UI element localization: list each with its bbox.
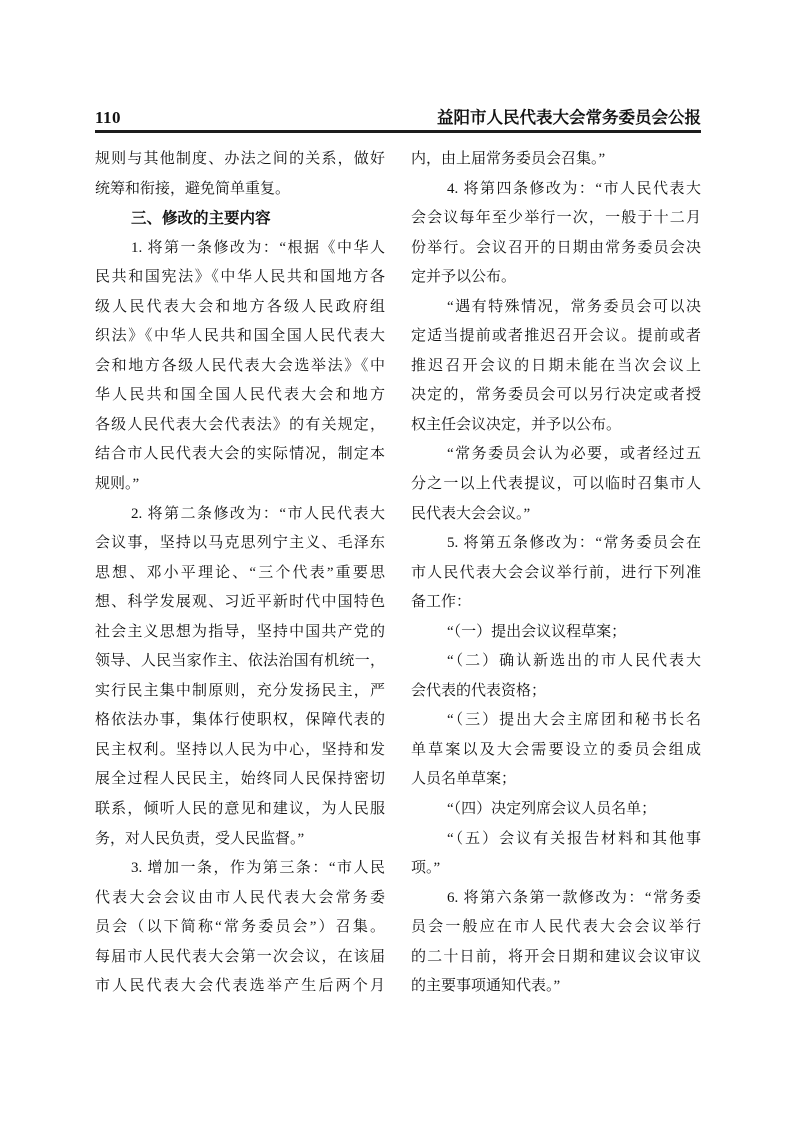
text-line: 联系，倾听人民的意见和建议，为人民服 <box>95 801 385 818</box>
text-line: 定并予以公布。 <box>411 269 517 286</box>
text-line: 会会议每年至少举行一次，一般于十二月 <box>411 210 701 227</box>
text-line: 员会一般应在市人民代表大会会议举行 <box>411 919 701 936</box>
text-line: 民共和国宪法》《中华人民共和国地方各 <box>95 269 385 286</box>
text-line: 华人民共和国全国人民代表大会和地方 <box>95 387 385 404</box>
text-line: “（一）提出会议议程草案； <box>447 623 627 640</box>
text-line: 员会（以下简称“常务委员会”）召集。 <box>95 919 385 936</box>
text-line: 2. 将第二条修改为：“市人民代表大 <box>131 505 385 522</box>
publication-title: 益阳市人民代表大会常务委员会公报 <box>437 108 701 127</box>
page-header <box>95 104 701 128</box>
text-line: “（四）决定列席会议人员名单； <box>447 801 657 818</box>
text-line: 的二十日前，将开会日期和建议会议审议 <box>411 948 701 965</box>
text-line: 实行民主集中制原则，充分发扬民主，严 <box>95 682 385 699</box>
text-line: 会和地方各级人民代表大会选举法》《中 <box>95 357 385 374</box>
text-line: 市人民代表大会代表选举产生后两个月 <box>95 978 385 995</box>
text-line: 想、科学发展观、习近平新时代中国特色 <box>95 594 385 611</box>
text-line: 市人民代表大会会议举行前，进行下列准 <box>411 564 701 581</box>
text-line: 定适当提前或者推迟召开会议。提前或者 <box>411 328 701 345</box>
text-line: 思想、邓小平理论、“三个代表”重要思 <box>95 564 385 581</box>
text-line: 4. 将第四条修改为：“市人民代表大 <box>447 180 701 197</box>
text-line: 各级人民代表大会代表法》的有关规定， <box>95 416 385 433</box>
text-line: 6. 将第六条第一款修改为：“常务委 <box>447 889 701 906</box>
text-line: 规则。” <box>95 476 140 493</box>
text-line: 分之一以上代表提议，可以临时召集市人 <box>411 476 701 493</box>
text-line: 代表大会会议由市人民代表大会常务委 <box>95 889 385 906</box>
text-line: 备工作： <box>411 594 472 611</box>
text-line: 每届市人民代表大会第一次会议，在该届 <box>95 948 385 965</box>
text-line: 展全过程人民民主，始终同人民保持密切 <box>95 771 385 788</box>
text-line: 的主要事项通知代表。” <box>411 978 561 995</box>
column-right <box>411 145 701 1002</box>
text-line: 会代表的代表资格； <box>411 682 547 699</box>
text-line: 织法》《中华人民共和国全国人民代表大 <box>95 328 385 345</box>
text-line: 社会主义思想为指导，坚持中国共产党的 <box>95 623 385 640</box>
text-line: 会议事，坚持以马克思列宁主义、毛泽东 <box>95 535 385 552</box>
text-line: 份举行。会议召开的日期由常务委员会决 <box>411 239 701 256</box>
text-line: 权主任会议决定，并予以公布。 <box>411 416 622 433</box>
text-line: “（二）确认新选出的市人民代表大 <box>447 653 701 670</box>
text-line: 格依法办事，集体行使职权，保障代表的 <box>95 712 385 729</box>
text-line: 1. 将第一条修改为：“根据《中华人 <box>131 239 385 256</box>
text-line: 规则与其他制度、办法之间的关系，做好 <box>95 151 385 167</box>
header-rule <box>95 130 701 133</box>
text-line: 3. 增加一条，作为第三条：“市人民 <box>131 860 385 877</box>
text-line: 领导、人民当家作主、依法治国有机统一， <box>95 653 385 670</box>
text-line: 民主权利。坚持以人民为中心，坚持和发 <box>95 741 385 758</box>
text-line: 决定的，常务委员会可以另行决定或者授 <box>411 387 701 404</box>
text-line: 推迟召开会议的日期未能在当次会议上 <box>411 357 701 374</box>
text-line: 5. 将第五条修改为：“常务委员会在 <box>447 535 701 552</box>
text-line: “遇有特殊情况，常务委员会可以决 <box>447 298 701 315</box>
text-line: 人员名单草案； <box>411 771 517 788</box>
text-line: 结合市人民代表大会的实际情况，制定本 <box>95 446 385 463</box>
text-line: 统筹和衔接，避免简单重复。 <box>95 180 291 197</box>
column-left <box>95 145 385 1002</box>
text-line: 级人民代表大会和地方各级人民政府组 <box>95 298 385 315</box>
text-line: “（五）会议有关报告材料和其他事 <box>447 830 701 847</box>
text-line: “常务委员会认为必要，或者经过五 <box>447 446 701 463</box>
text-line: 务，对人民负责，受人民监督。” <box>95 830 305 847</box>
text-line: 项。” <box>411 860 441 877</box>
text-line: 内，由上届常务委员会召集。” <box>411 151 606 167</box>
text-line: 单草案以及大会需要设立的委员会组成 <box>411 741 701 758</box>
page-number: 110 <box>95 108 122 127</box>
text-line: 民代表大会会议。” <box>411 505 531 522</box>
text-line: “（三）提出大会主席团和秘书长名 <box>447 712 701 729</box>
section-heading: 三、修改的主要内容 <box>131 210 271 228</box>
